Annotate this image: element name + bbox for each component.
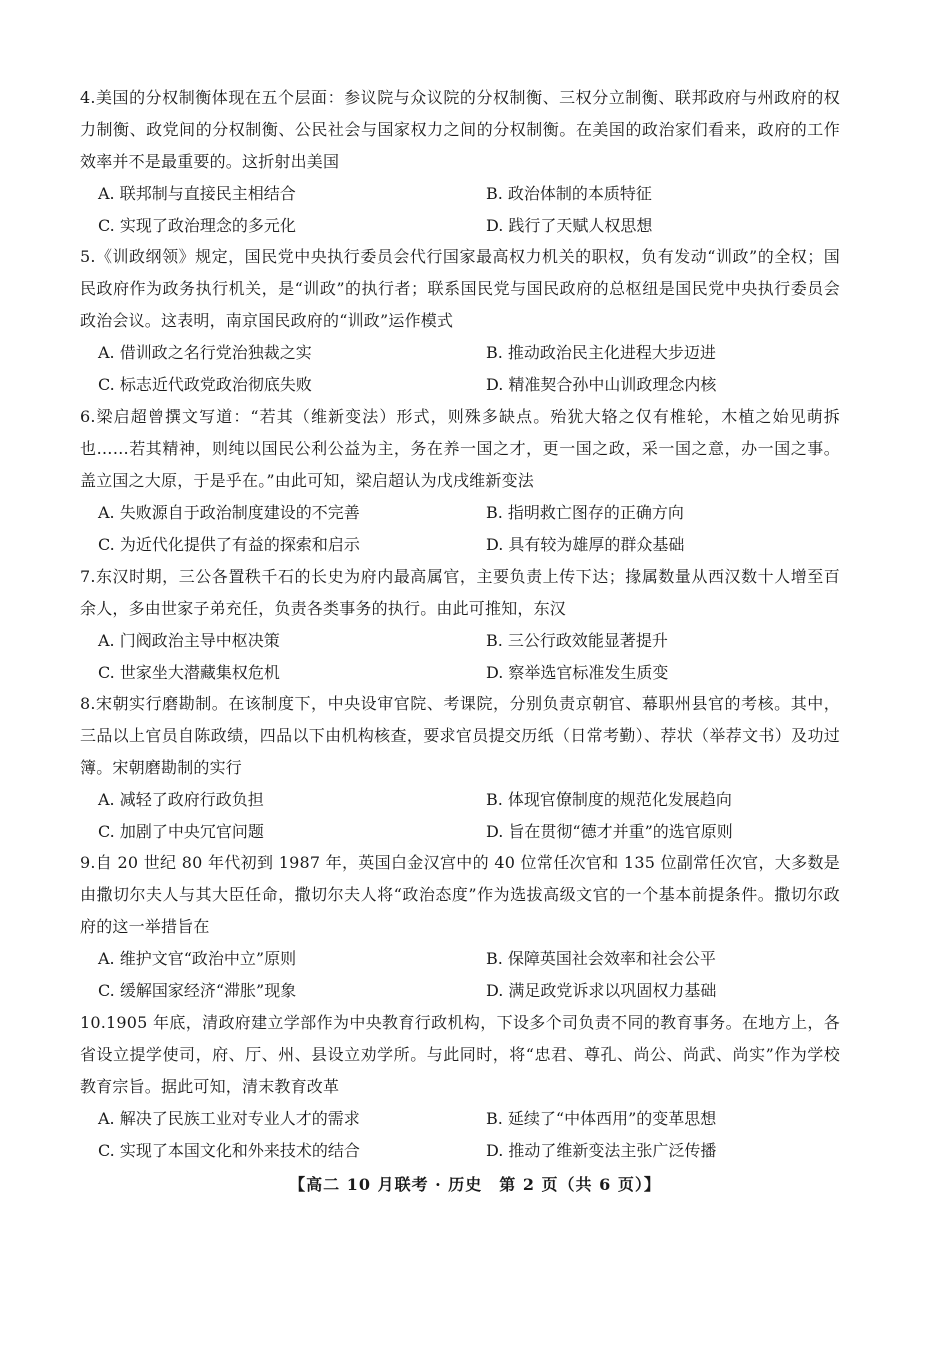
option-b: B. 指明救亡图存的正确方向 <box>486 503 684 522</box>
option-c: C. 世家坐大潜藏集权危机 <box>98 663 280 682</box>
option-a: A. 借训政之名行党治独裁之实 <box>98 343 312 362</box>
option-d: D. 旨在贯彻“德才并重”的选官原则 <box>486 822 733 841</box>
option-a: A. 门阀政治主导中枢决策 <box>98 631 280 650</box>
option-d: D. 精准契合孙中山训政理念内核 <box>486 375 717 394</box>
question-5 <box>80 241 840 401</box>
option-b: B. 保障英国社会效率和社会公平 <box>486 949 716 968</box>
option-c: C. 实现了政治理念的多元化 <box>98 216 296 235</box>
option-d: D. 察举选官标准发生质变 <box>486 663 669 682</box>
option-a: A. 维护文官“政治中立”原则 <box>98 949 297 968</box>
question-8 <box>80 688 840 848</box>
option-a: A. 联邦制与直接民主相结合 <box>98 184 296 203</box>
question-4 <box>80 82 840 242</box>
options <box>98 178 858 242</box>
option-c: C. 加剧了中央冗官问题 <box>98 822 264 841</box>
option-b: B. 体现官僚制度的规范化发展趋向 <box>486 790 732 809</box>
question-stem: 4.美国的分权制衡体现在五个层面：参议院与众议院的分权制衡、三权分立制衡、联邦政府与州政府的权力制衡、政党间的分权制衡、公民社会与国家权力之间的分权制衡。在美国的政治家们看来，政府的工作效率并不是最重要的。这折射出美国 <box>80 88 840 171</box>
question-stem: 8.宋朝实行磨勘制。在该制度下，中央设审官院、考课院，分别负责京朝官、幕职州县官的考核。其中，三品以上官员自陈政绩，四品以下由机构核查，要求官员提交历纸（日常考勤）、荐状（举荐文书）及功过簿。宋朝磨勘制的实行 <box>80 694 840 777</box>
option-a: A. 解决了民族工业对专业人才的需求 <box>98 1109 360 1128</box>
option-b: B. 三公行政效能显著提升 <box>486 631 668 650</box>
question-10 <box>80 1007 840 1167</box>
option-d: D. 满足政党诉求以巩固权力基础 <box>486 981 717 1000</box>
question-7 <box>80 561 840 689</box>
option-b: B. 政治体制的本质特征 <box>486 184 652 203</box>
options <box>98 943 858 1007</box>
option-a: A. 失败源自于政治制度建设的不完善 <box>98 503 360 522</box>
option-c: C. 标志近代政党政治彻底失败 <box>98 375 312 394</box>
option-d: D. 具有较为雄厚的群众基础 <box>486 535 685 554</box>
page-footer: 【高二 10 月联考 · 历史 第 2 页（共 6 页）】 <box>289 1175 661 1194</box>
question-9 <box>80 847 840 1007</box>
option-b: B. 延续了“中体西用”的变革思想 <box>486 1109 717 1128</box>
question-stem: 10.1905 年底，清政府建立学部作为中央教育行政机构，下设多个司负责不同的教育事务。在地方上，各省设立提学使司，府、厅、州、县设立劝学所。与此同时，将“忠君、尊孔、尚公、尚武、尚实”作为学校教育宗旨。据此可知，清末教育改革 <box>80 1013 840 1096</box>
question-stem: 9.自 20 世纪 80 年代初到 1987 年，英国白金汉宫中的 40 位常任次官和 135 位副常任次官，大多数是由撒切尔夫人与其大臣任命，撒切尔夫人将“政治态度”作为选拔高级文官的一个基本前提条件。撒切尔政府的这一举措旨在 <box>80 853 840 936</box>
option-d: D. 践行了天赋人权思想 <box>486 216 653 235</box>
option-d: D. 推动了维新变法主张广泛传播 <box>486 1141 717 1160</box>
option-c: C. 实现了本国文化和外来技术的结合 <box>98 1141 360 1160</box>
options <box>98 337 858 401</box>
question-stem: 5.《训政纲领》规定，国民党中央执行委员会代行国家最高权力机关的职权，负有发动“训政”的全权；国民政府作为政务执行机关，是“训政”的执行者；联系国民党与国民政府的总枢纽是国民党中央执行委员会政治会议。这表明，南京国民政府的“训政”运作模式 <box>80 247 840 330</box>
option-a: A. 减轻了政府行政负担 <box>98 790 264 809</box>
options <box>98 625 858 689</box>
question-stem: 7.东汉时期，三公各置秩千石的长史为府内最高属官，主要负责上传下达；掾属数量从西汉数十人增至百余人，多由世家子弟充任，负责各类事务的执行。由此可推知，东汉 <box>80 567 840 618</box>
question-stem: 6.梁启超曾撰文写道：“若其（维新变法）形式，则殊多缺点。殆犹大辂之仅有椎轮，木植之始见萌拆也……若其精神，则纯以国民公利公益为主，务在养一国之才，更一国之政，采一国之意，办一国之事。盖立国之大原，于是乎在。”由此可知，梁启超认为戊戌维新变法 <box>80 407 840 490</box>
option-b: B. 推动政治民主化进程大步迈进 <box>486 343 716 362</box>
question-6 <box>80 401 840 561</box>
option-c: C. 为近代化提供了有益的探索和启示 <box>98 535 360 554</box>
options <box>98 1103 858 1167</box>
options <box>98 784 858 848</box>
options <box>98 497 858 561</box>
option-c: C. 缓解国家经济“滞胀”现象 <box>98 981 297 1000</box>
